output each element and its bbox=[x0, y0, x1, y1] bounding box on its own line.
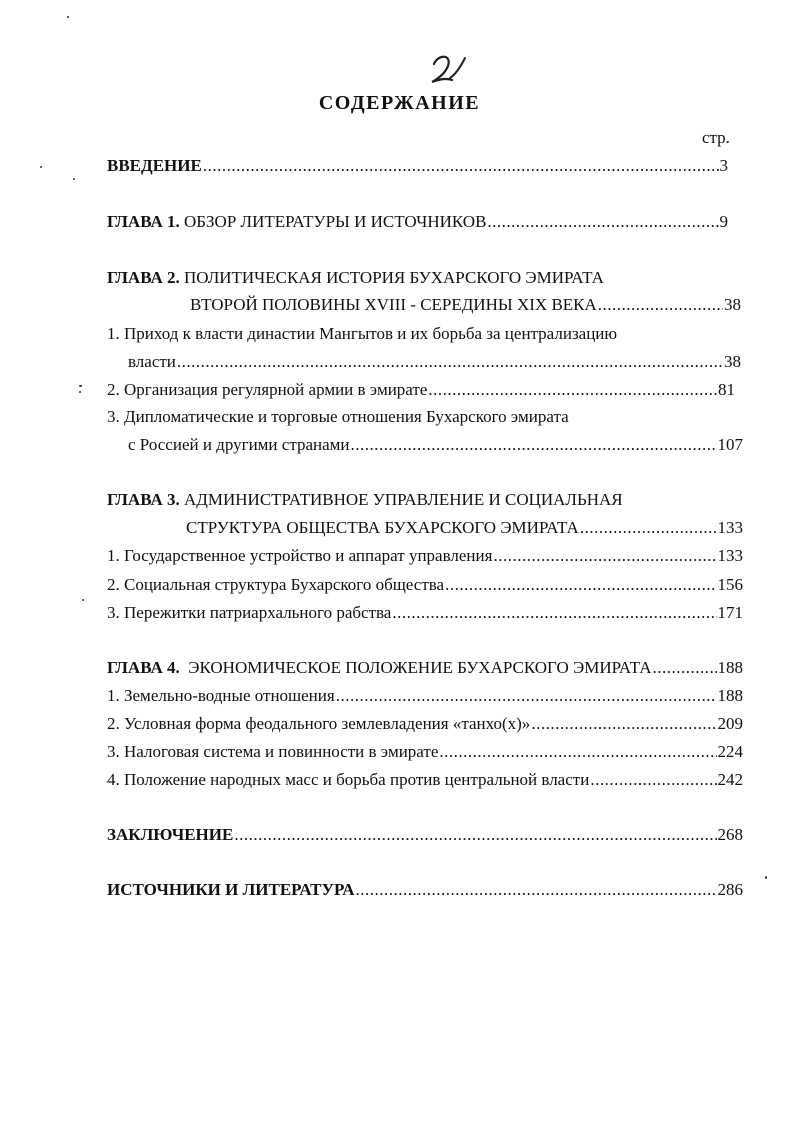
page-title: СОДЕРЖАНИЕ bbox=[318, 92, 481, 114]
chapter-prefix: ГЛАВА 1. bbox=[107, 212, 180, 231]
toc-label: 2. Условная форма феодального землевладения «танхо(х)» bbox=[107, 714, 531, 733]
toc-page-number: 3 bbox=[719, 156, 728, 175]
dot-leader bbox=[487, 211, 718, 233]
chapter-title: ЭКОНОМИЧЕСКОЕ ПОЛОЖЕНИЕ БУХАРСКОГО ЭМИРАТА bbox=[188, 658, 652, 677]
toc-page-number: 133 bbox=[717, 546, 743, 565]
toc-label: 4. Положение народных масс и борьба против центральной власти bbox=[107, 770, 590, 789]
chapter-prefix: ГЛАВА 2. bbox=[107, 268, 180, 287]
toc-label: 3. Налоговая система и повинности в эмирате bbox=[107, 742, 439, 761]
toc-entry-chapter1[interactable] bbox=[107, 211, 728, 233]
scan-speck bbox=[82, 599, 84, 601]
dot-leader bbox=[493, 545, 716, 567]
toc-entry-section-3-3[interactable] bbox=[107, 602, 743, 624]
dot-leader bbox=[590, 769, 716, 791]
toc-label bbox=[107, 657, 651, 679]
toc-section-2-1-line1[interactable]: 1. Приход к власти династии Мангытов и их борьба за централизацию bbox=[107, 324, 618, 343]
toc-page-number: 209 bbox=[717, 714, 743, 733]
page-column-label: стр. bbox=[702, 128, 730, 147]
toc-entry-section-3-1[interactable] bbox=[107, 545, 743, 567]
dot-leader bbox=[445, 574, 716, 596]
dot-leader bbox=[428, 379, 717, 401]
toc-page-number: 156 bbox=[717, 575, 743, 594]
toc-page-number: 224 bbox=[717, 742, 743, 761]
chapter-title-line1: АДМИНИСТРАТИВНОЕ УПРАВЛЕНИЕ И СОЦИАЛЬНАЯ bbox=[184, 490, 623, 509]
chapter-title-line1: ПОЛИТИЧЕСКАЯ ИСТОРИЯ БУХАРСКОГО ЭМИРАТА bbox=[184, 268, 604, 287]
dot-leader bbox=[439, 741, 716, 763]
dot-leader bbox=[336, 685, 717, 707]
scan-speck bbox=[79, 385, 82, 387]
toc-page-number: 188 bbox=[717, 658, 743, 677]
toc-page-number: 38 bbox=[724, 352, 741, 371]
toc-page-number: 107 bbox=[717, 435, 743, 454]
toc-page-number: 286 bbox=[717, 880, 743, 899]
toc-entry-section-2-3[interactable] bbox=[128, 434, 743, 456]
toc-label: 1. Земельно-водные отношения bbox=[107, 686, 335, 705]
toc-entry-section-4-3[interactable] bbox=[107, 741, 743, 763]
toc-label: ИСТОЧНИКИ И ЛИТЕРАТУРА bbox=[107, 880, 355, 899]
chapter-title-line2: ВТОРОЙ ПОЛОВИНЫ XVIII - СЕРЕДИНЫ XIX ВЕКА bbox=[190, 295, 597, 314]
toc-label: ВВЕДЕНИЕ bbox=[107, 156, 202, 175]
toc-page-number: 9 bbox=[719, 212, 728, 231]
toc-chapter3-heading[interactable] bbox=[107, 489, 623, 511]
scan-speck bbox=[73, 178, 75, 180]
toc-label: власти bbox=[128, 352, 176, 371]
toc-page-number: 268 bbox=[717, 825, 743, 844]
chapter-prefix: ГЛАВА 4. bbox=[107, 658, 180, 677]
toc-page-number: 133 bbox=[717, 518, 743, 537]
toc-entry-chapter2[interactable] bbox=[190, 294, 741, 316]
toc-label: 3. Пережитки патриархального рабства bbox=[107, 603, 392, 622]
dot-leader bbox=[531, 713, 716, 735]
scan-speck bbox=[765, 876, 767, 879]
toc-page-number: 188 bbox=[717, 686, 743, 705]
toc-page-number: 171 bbox=[717, 603, 743, 622]
toc-entry-section-3-2[interactable] bbox=[107, 574, 743, 596]
toc-entry-section-2-2[interactable] bbox=[107, 379, 735, 401]
toc-entry-chapter3[interactable] bbox=[186, 517, 743, 539]
toc-entry-section-4-1[interactable] bbox=[107, 685, 743, 707]
toc-section-2-3-line1[interactable]: 3. Дипломатические и торговые отношения Бухарского эмирата bbox=[107, 407, 569, 426]
toc-label: 2. Социальная структура Бухарского общества bbox=[107, 575, 445, 594]
scan-speck bbox=[67, 16, 69, 18]
toc-label: 2. Организация регулярной армии в эмирате bbox=[107, 380, 428, 399]
toc-entry-section-4-2[interactable] bbox=[107, 713, 743, 735]
toc-label: с Россией и другими странами bbox=[128, 435, 350, 454]
toc-label: 1. Государственное устройство и аппарат управления bbox=[107, 546, 493, 565]
chapter-prefix: ГЛАВА 3. bbox=[107, 490, 180, 509]
scan-speck bbox=[40, 166, 42, 168]
chapter-title: ОБЗОР ЛИТЕРАТУРЫ И ИСТОЧНИКОВ bbox=[184, 212, 487, 231]
toc-entry-sources[interactable] bbox=[107, 879, 743, 901]
dot-leader bbox=[355, 879, 716, 901]
toc-page-number: 81 bbox=[718, 380, 735, 399]
toc-chapter2-heading[interactable] bbox=[107, 267, 604, 289]
toc-entry-chapter4[interactable] bbox=[107, 657, 743, 679]
dot-leader bbox=[351, 434, 717, 456]
scan-speck bbox=[79, 391, 81, 393]
handwritten-page-number bbox=[428, 52, 468, 86]
dot-leader bbox=[234, 824, 716, 846]
chapter-title-line2: СТРУКТУРА ОБЩЕСТВА БУХАРСКОГО ЭМИРАТА bbox=[186, 518, 579, 537]
toc-label bbox=[107, 211, 486, 233]
toc-page-number: 38 bbox=[724, 295, 741, 314]
toc-entry-section-4-4[interactable] bbox=[107, 769, 743, 791]
toc-label: ЗАКЛЮЧЕНИЕ bbox=[107, 825, 234, 844]
dot-leader bbox=[392, 602, 716, 624]
toc-entry-conclusion[interactable] bbox=[107, 824, 743, 846]
dot-leader bbox=[652, 657, 716, 679]
toc-entry-section-2-1[interactable] bbox=[128, 351, 741, 373]
dot-leader bbox=[203, 155, 719, 177]
dot-leader bbox=[598, 294, 723, 316]
toc-page-number: 242 bbox=[717, 770, 743, 789]
toc-entry-intro[interactable] bbox=[107, 155, 728, 177]
dot-leader bbox=[177, 351, 723, 373]
dot-leader bbox=[580, 517, 717, 539]
